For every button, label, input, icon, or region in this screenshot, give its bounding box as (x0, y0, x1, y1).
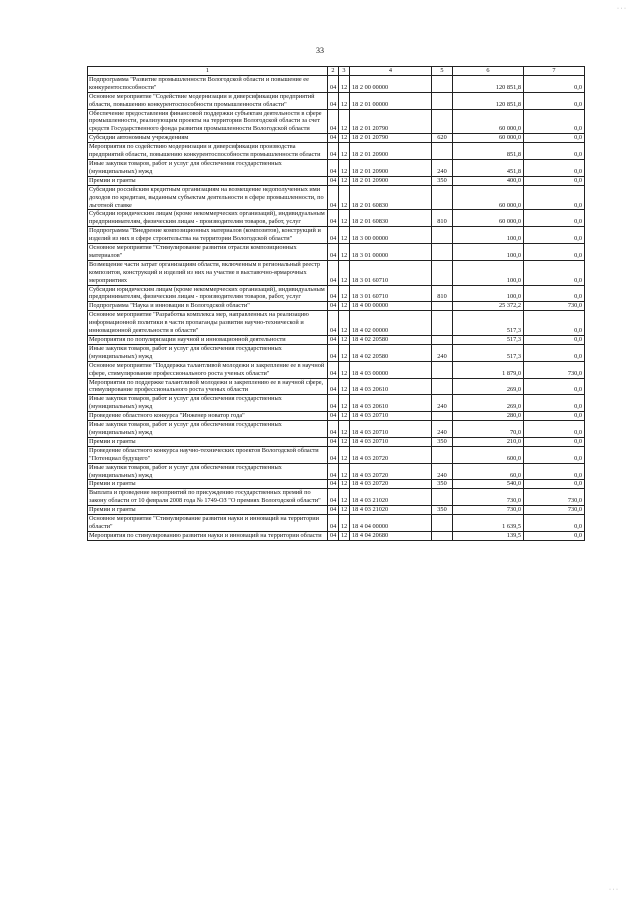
row-description: Иные закупки товаров, работ и услуг для обеспечения государственных (муниципальных) нужд (88, 395, 328, 412)
code-expense-type: 810 (432, 210, 453, 227)
code-subsection: 12 (339, 361, 350, 378)
table-row (88, 260, 585, 285)
header-cell: 4 (350, 67, 432, 76)
row-description: Мероприятия по стимулированию развития науки и инноваций на территории области (88, 531, 328, 540)
amount-col-7: 0,0 (524, 344, 585, 361)
code-target-article: 18 4 03 21020 (350, 506, 432, 515)
table-row (88, 92, 585, 109)
row-description: Мероприятия по популяризации научной и инновационной деятельности (88, 336, 328, 345)
amount-col-6: 210,0 (453, 437, 524, 446)
code-expense-type: 810 (432, 285, 453, 302)
amount-col-6: 517,3 (453, 311, 524, 336)
code-expense-type (432, 185, 453, 210)
code-subsection: 12 (339, 260, 350, 285)
table-row (88, 489, 585, 506)
code-section: 04 (328, 260, 339, 285)
code-target-article: 18 4 03 20710 (350, 412, 432, 421)
code-expense-type (432, 489, 453, 506)
table-row (88, 378, 585, 395)
amount-col-6: 25 372,2 (453, 302, 524, 311)
code-expense-type (432, 227, 453, 244)
code-target-article: 18 4 02 20580 (350, 344, 432, 361)
code-expense-type: 350 (432, 176, 453, 185)
amount-col-7: 0,0 (524, 437, 585, 446)
row-description: Иные закупки товаров, работ и услуг для обеспечения государственных (муниципальных) нужд (88, 159, 328, 176)
amount-col-6: 60,0 (453, 463, 524, 480)
code-section: 04 (328, 489, 339, 506)
code-subsection: 12 (339, 480, 350, 489)
amount-col-6: 60 000,0 (453, 185, 524, 210)
table-row (88, 506, 585, 515)
code-section: 04 (328, 159, 339, 176)
amount-col-6: 400,0 (453, 176, 524, 185)
code-section: 04 (328, 336, 339, 345)
code-target-article: 18 2 01 20790 (350, 109, 432, 134)
code-subsection: 12 (339, 531, 350, 540)
row-description: Подпрограмма "Внедрение композиционных материалов (композитов), конструкций и изделий из них в сфере строительства на территории Вологодской области" (88, 227, 328, 244)
code-target-article: 18 4 03 20720 (350, 463, 432, 480)
code-section: 04 (328, 185, 339, 210)
row-description: Премии и гранты (88, 506, 328, 515)
row-description: Субсидии автономным учреждениям (88, 134, 328, 143)
amount-col-6: 269,0 (453, 395, 524, 412)
amount-col-6: 60 000,0 (453, 134, 524, 143)
code-subsection: 12 (339, 176, 350, 185)
header-cell: 1 (88, 67, 328, 76)
code-expense-type: 240 (432, 159, 453, 176)
code-target-article: 18 4 03 00000 (350, 361, 432, 378)
table-row (88, 437, 585, 446)
code-section: 04 (328, 143, 339, 160)
table-row (88, 531, 585, 540)
row-description: Иные закупки товаров, работ и услуг для обеспечения государственных (муниципальных) нужд (88, 344, 328, 361)
table-header-row (88, 67, 585, 76)
code-target-article: 18 4 04 20680 (350, 531, 432, 540)
code-section: 04 (328, 446, 339, 463)
amount-col-6: 60 000,0 (453, 109, 524, 134)
code-section: 04 (328, 421, 339, 438)
code-target-article: 18 4 02 00000 (350, 311, 432, 336)
code-target-article: 18 2 01 20900 (350, 143, 432, 160)
code-target-article: 18 4 03 21020 (350, 489, 432, 506)
amount-col-7: 0,0 (524, 515, 585, 532)
code-subsection: 12 (339, 159, 350, 176)
table-row (88, 463, 585, 480)
amount-col-7: 0,0 (524, 109, 585, 134)
amount-col-6: 600,0 (453, 446, 524, 463)
amount-col-7: 0,0 (524, 176, 585, 185)
amount-col-6: 1 639,5 (453, 515, 524, 532)
code-expense-type (432, 378, 453, 395)
code-section: 04 (328, 285, 339, 302)
table-body (88, 67, 585, 541)
amount-col-6: 280,0 (453, 412, 524, 421)
code-expense-type: 620 (432, 134, 453, 143)
row-description: Премии и гранты (88, 437, 328, 446)
code-subsection: 12 (339, 344, 350, 361)
amount-col-7: 0,0 (524, 531, 585, 540)
table-row (88, 412, 585, 421)
code-target-article: 18 4 00 00000 (350, 302, 432, 311)
code-target-article: 18 2 01 00000 (350, 92, 432, 109)
amount-col-7: 0,0 (524, 311, 585, 336)
amount-col-7: 0,0 (524, 480, 585, 489)
table-row (88, 227, 585, 244)
code-section: 04 (328, 361, 339, 378)
amount-col-7: 0,0 (524, 378, 585, 395)
budget-table (87, 66, 585, 541)
code-subsection: 12 (339, 134, 350, 143)
table-row (88, 159, 585, 176)
amount-col-6: 517,3 (453, 344, 524, 361)
code-section: 04 (328, 92, 339, 109)
code-target-article: 18 2 01 20790 (350, 134, 432, 143)
code-subsection: 12 (339, 244, 350, 261)
amount-col-6: 540,0 (453, 480, 524, 489)
table-row (88, 109, 585, 134)
table-row (88, 134, 585, 143)
amount-col-7: 0,0 (524, 285, 585, 302)
row-description: Мероприятия по содействию модернизации и диверсификации производства предприятий области, повышению конкурентоспособности промышленности области (88, 143, 328, 160)
code-target-article: 18 4 03 20610 (350, 378, 432, 395)
amount-col-6: 120 851,8 (453, 92, 524, 109)
row-description: Основное мероприятие "Разработка комплекса мер, направленных на реализацию информационной политики в части пропаганды развития научно-технической и инновационной деятельности в области" (88, 311, 328, 336)
code-section: 04 (328, 109, 339, 134)
row-description: Основное мероприятие "Поддержка талантливой молодежи и закрепление ее в научной сфере, стимулирование профессионального роста ученых области" (88, 361, 328, 378)
code-section: 04 (328, 378, 339, 395)
row-description: Подпрограмма "Развитие промышленности Вологодской области и повышение ее конкурентоспособности" (88, 75, 328, 92)
code-target-article: 18 2 01 20900 (350, 176, 432, 185)
code-target-article: 18 4 03 20710 (350, 421, 432, 438)
amount-col-7: 0,0 (524, 143, 585, 160)
code-target-article: 18 4 02 20580 (350, 336, 432, 345)
code-expense-type: 350 (432, 506, 453, 515)
amount-col-7: 0,0 (524, 412, 585, 421)
table-row (88, 515, 585, 532)
row-description: Возмещение части затрат организациям области, включенным в региональный реестр композитов, конструкций и изделий из них на участие в выставочно-ярмарочных мероприятиях (88, 260, 328, 285)
code-section: 04 (328, 412, 339, 421)
code-target-article: 18 2 00 00000 (350, 75, 432, 92)
code-section: 04 (328, 480, 339, 489)
code-section: 04 (328, 227, 339, 244)
header-cell: 5 (432, 67, 453, 76)
amount-col-7: 0,0 (524, 134, 585, 143)
header-cell: 7 (524, 67, 585, 76)
table-row (88, 395, 585, 412)
amount-col-7: 0,0 (524, 244, 585, 261)
table-row (88, 446, 585, 463)
code-target-article: 18 3 00 00000 (350, 227, 432, 244)
amount-col-7: 0,0 (524, 421, 585, 438)
code-subsection: 12 (339, 109, 350, 134)
amount-col-7: 0,0 (524, 227, 585, 244)
table-row (88, 75, 585, 92)
code-expense-type (432, 75, 453, 92)
header-cell: 2 (328, 67, 339, 76)
amount-col-6: 120 851,8 (453, 75, 524, 92)
code-target-article: 18 4 04 00000 (350, 515, 432, 532)
table-row (88, 421, 585, 438)
code-target-article: 18 2 01 20900 (350, 159, 432, 176)
code-subsection: 12 (339, 506, 350, 515)
code-section: 04 (328, 176, 339, 185)
scan-mark: · · · (609, 887, 618, 893)
table-row (88, 210, 585, 227)
code-section: 04 (328, 515, 339, 532)
code-expense-type (432, 244, 453, 261)
code-expense-type: 240 (432, 344, 453, 361)
table-row (88, 344, 585, 361)
row-description: Подпрограмма "Наука и инновации в Вологодской области" (88, 302, 328, 311)
code-subsection: 12 (339, 185, 350, 210)
table-row (88, 176, 585, 185)
code-section: 04 (328, 395, 339, 412)
amount-col-6: 851,8 (453, 143, 524, 160)
row-description: Основное мероприятие "Стимулирование развития науки и инноваций на территории области" (88, 515, 328, 532)
code-subsection: 12 (339, 143, 350, 160)
row-description: Премии и гранты (88, 176, 328, 185)
code-expense-type (432, 361, 453, 378)
row-description: Выплата и проведение мероприятий по присуждению государственных премий по закону области от 10 февраля 2008 года № 1749-ОЗ "О премиях Вологодской области" (88, 489, 328, 506)
code-subsection: 12 (339, 395, 350, 412)
code-target-article: 18 3 01 00000 (350, 244, 432, 261)
code-expense-type: 240 (432, 421, 453, 438)
code-expense-type (432, 311, 453, 336)
code-target-article: 18 4 03 20720 (350, 480, 432, 489)
amount-col-6: 139,5 (453, 531, 524, 540)
row-description: Основное мероприятие "Стимулирование развития отрасли композиционных материалов" (88, 244, 328, 261)
amount-col-7: 0,0 (524, 75, 585, 92)
code-subsection: 12 (339, 75, 350, 92)
table-row (88, 143, 585, 160)
row-description: Иные закупки товаров, работ и услуг для обеспечения государственных (муниципальных) нужд (88, 463, 328, 480)
amount-col-6: 730,0 (453, 489, 524, 506)
amount-col-7: 0,0 (524, 92, 585, 109)
code-target-article: 18 3 01 60710 (350, 285, 432, 302)
amount-col-6: 100,0 (453, 244, 524, 261)
row-description: Проведение областного конкурса научно-технических проектов Вологодской области "Потенциал будущего" (88, 446, 328, 463)
code-subsection: 12 (339, 437, 350, 446)
amount-col-7: 730,0 (524, 506, 585, 515)
code-section: 04 (328, 302, 339, 311)
amount-col-7: 730,0 (524, 361, 585, 378)
code-expense-type (432, 260, 453, 285)
code-subsection: 12 (339, 285, 350, 302)
code-subsection: 12 (339, 446, 350, 463)
table-row (88, 336, 585, 345)
code-subsection: 12 (339, 302, 350, 311)
code-section: 04 (328, 210, 339, 227)
header-cell: 3 (339, 67, 350, 76)
table-row (88, 361, 585, 378)
row-description: Основное мероприятие "Содействие модернизации и диверсификации предприятий области, повышению конкурентоспособности промышленности области" (88, 92, 328, 109)
table-row (88, 244, 585, 261)
code-section: 04 (328, 311, 339, 336)
code-section: 04 (328, 506, 339, 515)
code-subsection: 12 (339, 412, 350, 421)
amount-col-6: 100,0 (453, 227, 524, 244)
row-description: Проведение областного конкурса "Инженер новатор года" (88, 412, 328, 421)
row-description: Субсидии юридическим лицам (кроме некоммерческих организаций), индивидуальным предпринимателям, физическим лицам - производителям товаров, работ, услуг (88, 285, 328, 302)
amount-col-7: 0,0 (524, 260, 585, 285)
amount-col-6: 100,0 (453, 285, 524, 302)
amount-col-7: 0,0 (524, 463, 585, 480)
amount-col-7: 0,0 (524, 210, 585, 227)
code-expense-type (432, 302, 453, 311)
table-row (88, 480, 585, 489)
code-subsection: 12 (339, 421, 350, 438)
table-row (88, 302, 585, 311)
amount-col-7: 0,0 (524, 446, 585, 463)
page-number: 33 (316, 46, 324, 55)
amount-col-7: 730,0 (524, 489, 585, 506)
code-subsection: 12 (339, 311, 350, 336)
row-description: Субсидии юридическим лицам (кроме некоммерческих организаций), индивидуальным предпринимателям, физическим лицам - производителям товаров, работ, услуг (88, 210, 328, 227)
code-subsection: 12 (339, 378, 350, 395)
row-description: Премии и гранты (88, 480, 328, 489)
code-section: 04 (328, 437, 339, 446)
amount-col-6: 100,0 (453, 260, 524, 285)
amount-col-6: 451,8 (453, 159, 524, 176)
amount-col-7: 0,0 (524, 159, 585, 176)
code-expense-type (432, 446, 453, 463)
code-expense-type (432, 92, 453, 109)
amount-col-6: 269,0 (453, 378, 524, 395)
code-expense-type: 350 (432, 480, 453, 489)
code-target-article: 18 4 03 20610 (350, 395, 432, 412)
amount-col-6: 730,0 (453, 506, 524, 515)
code-expense-type (432, 531, 453, 540)
code-expense-type (432, 336, 453, 345)
code-expense-type (432, 109, 453, 134)
code-expense-type (432, 412, 453, 421)
code-section: 04 (328, 134, 339, 143)
code-subsection: 12 (339, 92, 350, 109)
table-row (88, 285, 585, 302)
code-subsection: 12 (339, 463, 350, 480)
row-description: Субсидии российским кредитным организациям на возмещение недополученных ими доходов по кредитам, выданным субъектам деятельности в сфере промышленности, по льготной ставке (88, 185, 328, 210)
amount-col-7: 0,0 (524, 336, 585, 345)
row-description: Обеспечение предоставления финансовой поддержки субъектам деятельности в сфере промышленности, реализующим проекты на территории Вологодской области за счет средств Государственного фонда развития промышленности Вологодской области (88, 109, 328, 134)
code-subsection: 12 (339, 489, 350, 506)
code-section: 04 (328, 244, 339, 261)
code-expense-type (432, 143, 453, 160)
code-subsection: 12 (339, 227, 350, 244)
code-expense-type: 240 (432, 463, 453, 480)
code-subsection: 12 (339, 336, 350, 345)
header-cell: 6 (453, 67, 524, 76)
code-target-article: 18 4 03 20720 (350, 446, 432, 463)
amount-col-6: 1 879,0 (453, 361, 524, 378)
code-section: 04 (328, 463, 339, 480)
code-expense-type: 350 (432, 437, 453, 446)
scan-mark: · · · (617, 6, 626, 12)
code-target-article: 18 3 01 60710 (350, 260, 432, 285)
code-subsection: 12 (339, 515, 350, 532)
code-section: 04 (328, 531, 339, 540)
code-subsection: 12 (339, 210, 350, 227)
code-section: 04 (328, 344, 339, 361)
amount-col-6: 70,0 (453, 421, 524, 438)
code-section: 04 (328, 75, 339, 92)
code-expense-type (432, 515, 453, 532)
code-target-article: 18 4 03 20710 (350, 437, 432, 446)
row-description: Мероприятия по поддержке талантливой молодежи и закреплению ее в научной сфере, стимулирование профессионального роста ученых области (88, 378, 328, 395)
amount-col-7: 730,0 (524, 302, 585, 311)
amount-col-6: 60 000,0 (453, 210, 524, 227)
amount-col-7: 0,0 (524, 185, 585, 210)
row-description: Иные закупки товаров, работ и услуг для обеспечения государственных (муниципальных) нужд (88, 421, 328, 438)
code-expense-type: 240 (432, 395, 453, 412)
code-target-article: 18 2 01 60830 (350, 185, 432, 210)
table-row (88, 311, 585, 336)
amount-col-6: 517,3 (453, 336, 524, 345)
code-target-article: 18 2 01 60830 (350, 210, 432, 227)
table-row (88, 185, 585, 210)
amount-col-7: 0,0 (524, 395, 585, 412)
